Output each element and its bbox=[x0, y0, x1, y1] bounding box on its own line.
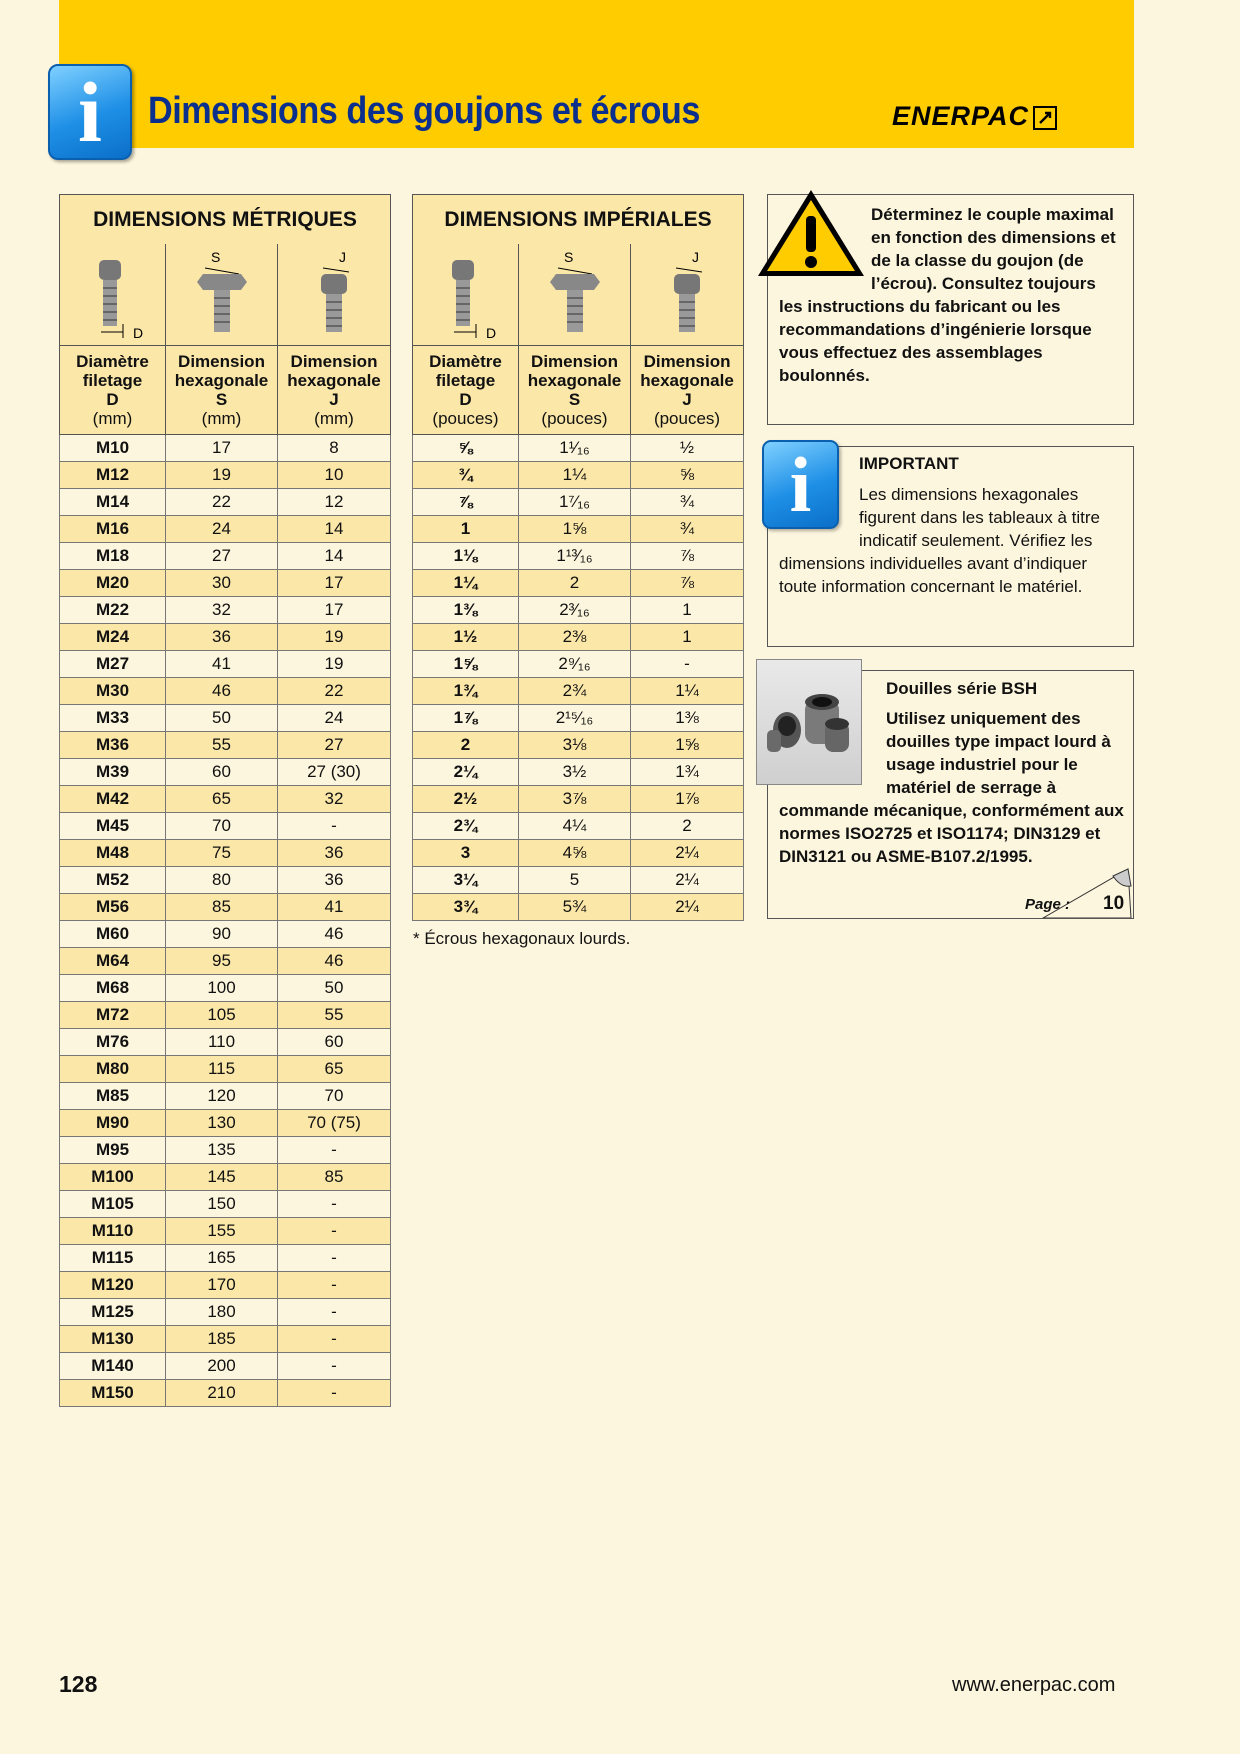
table-cell: - bbox=[278, 1245, 391, 1272]
table-cell: 3⅛ bbox=[519, 732, 631, 759]
table-cell: M60 bbox=[60, 921, 166, 948]
hex-s-diagram bbox=[519, 244, 631, 346]
table-cell: 46 bbox=[166, 678, 278, 705]
table-row bbox=[60, 1218, 391, 1245]
table-cell: M68 bbox=[60, 975, 166, 1002]
table-row bbox=[413, 867, 744, 894]
table-row bbox=[413, 705, 744, 732]
table-cell: M33 bbox=[60, 705, 166, 732]
table-cell: 130 bbox=[166, 1110, 278, 1137]
table-row bbox=[60, 759, 391, 786]
table-cell: 2¾ bbox=[413, 813, 519, 840]
table-cell: 2 bbox=[631, 813, 744, 840]
table-cell: 105 bbox=[166, 1002, 278, 1029]
important-text: Les dimensions hexagonales figurent dans les tableaux à titre indicatif seulement. Vérifiez les dimensions individuelles avant d’indiquer toute information concernant le matériel. bbox=[779, 485, 1100, 596]
table-cell: 85 bbox=[166, 894, 278, 921]
table-cell: M95 bbox=[60, 1137, 166, 1164]
table-cell: 2¹⁵⁄₁₆ bbox=[519, 705, 631, 732]
table-row bbox=[413, 489, 744, 516]
table-cell: 185 bbox=[166, 1326, 278, 1353]
table-row bbox=[60, 543, 391, 570]
table-row bbox=[60, 867, 391, 894]
table-cell: M76 bbox=[60, 1029, 166, 1056]
table-cell: ⅞ bbox=[631, 543, 744, 570]
table-row bbox=[60, 1137, 391, 1164]
table-row bbox=[413, 597, 744, 624]
table-cell: 3½ bbox=[519, 759, 631, 786]
warning-text: Déterminez le couple maximal en fonction des dimensions et de la classe du goujon (de l’écrou). Consultez toujours les instructions du fabricant ou les recommandations d’ingénierie lorsque vous effectuez des assemblages boulonnés. bbox=[779, 205, 1116, 385]
hex-j-diagram bbox=[278, 244, 391, 346]
table-cell: 70 bbox=[278, 1083, 391, 1110]
table-row bbox=[60, 570, 391, 597]
table-row bbox=[60, 1191, 391, 1218]
table-cell: 70 bbox=[166, 813, 278, 840]
column-header: Dimension hexagonale J (pouces) bbox=[631, 346, 744, 435]
table-cell: 155 bbox=[166, 1218, 278, 1245]
svg-text:S: S bbox=[563, 249, 573, 265]
table-cell: M30 bbox=[60, 678, 166, 705]
page-number: 128 bbox=[59, 1671, 98, 1697]
table-cell: 170 bbox=[166, 1272, 278, 1299]
table-cell: M130 bbox=[60, 1326, 166, 1353]
table-row bbox=[60, 462, 391, 489]
table-cell: ⅝ bbox=[631, 462, 744, 489]
table-cell: 75 bbox=[166, 840, 278, 867]
bsh-text: Utilisez uniquement des douilles type impact lourd à usage industriel pour le matériel de serrage à commande mécanique, conformément aux normes ISO2725 et ISO1174; DIN3129 et DIN3121 ou ASME-B107.2/1995. bbox=[779, 709, 1124, 866]
table-cell: M56 bbox=[60, 894, 166, 921]
table-cell: 1¹⁄₁₆ bbox=[519, 435, 631, 462]
table-cell: 65 bbox=[166, 786, 278, 813]
table-cell: M22 bbox=[60, 597, 166, 624]
table-cell: M24 bbox=[60, 624, 166, 651]
table-cell: M72 bbox=[60, 1002, 166, 1029]
page-title: Dimensions des goujons et écrous bbox=[148, 90, 700, 132]
table-cell: 2½ bbox=[413, 786, 519, 813]
table-cell: 1⁷⁄₁₆ bbox=[519, 489, 631, 516]
table-cell: M42 bbox=[60, 786, 166, 813]
table-cell: ¾ bbox=[631, 489, 744, 516]
table-cell: 150 bbox=[166, 1191, 278, 1218]
table-cell: 1⅞ bbox=[631, 786, 744, 813]
imperial-table-caption: DIMENSIONS IMPÉRIALES bbox=[413, 195, 744, 245]
table-cell: 36 bbox=[166, 624, 278, 651]
table-cell: 2¼ bbox=[631, 867, 744, 894]
bsh-sockets-box bbox=[767, 670, 1134, 919]
table-cell: 4⅝ bbox=[519, 840, 631, 867]
table-cell: 17 bbox=[278, 570, 391, 597]
table-cell: M140 bbox=[60, 1353, 166, 1380]
table-cell: 12 bbox=[278, 489, 391, 516]
table-cell: 3⅞ bbox=[519, 786, 631, 813]
table-row bbox=[413, 462, 744, 489]
table-cell: - bbox=[278, 1137, 391, 1164]
page-ref-label: Page : bbox=[1025, 896, 1071, 913]
table-cell: - bbox=[278, 1380, 391, 1407]
table-row bbox=[60, 1110, 391, 1137]
table-cell: 32 bbox=[166, 597, 278, 624]
table-cell: - bbox=[278, 1272, 391, 1299]
table-cell: 22 bbox=[166, 489, 278, 516]
table-cell: 1¾ bbox=[413, 678, 519, 705]
table-cell: 8 bbox=[278, 435, 391, 462]
table-cell: 100 bbox=[166, 975, 278, 1002]
table-cell: 46 bbox=[278, 921, 391, 948]
column-header: Diamètre filetage D (pouces) bbox=[413, 346, 519, 435]
metric-table-caption: DIMENSIONS MÉTRIQUES bbox=[60, 195, 391, 245]
table-cell: M12 bbox=[60, 462, 166, 489]
table-cell: 1¼ bbox=[631, 678, 744, 705]
bsh-sockets-photo bbox=[756, 659, 862, 785]
table-row bbox=[60, 1353, 391, 1380]
table-cell: 3 bbox=[413, 840, 519, 867]
table-cell: 2¼ bbox=[631, 840, 744, 867]
table-cell: M39 bbox=[60, 759, 166, 786]
table-row bbox=[60, 651, 391, 678]
table-cell: 2¾ bbox=[519, 678, 631, 705]
table-cell: 27 bbox=[278, 732, 391, 759]
table-row bbox=[60, 732, 391, 759]
table-cell: 210 bbox=[166, 1380, 278, 1407]
table-row bbox=[60, 624, 391, 651]
table-cell: 5 bbox=[519, 867, 631, 894]
table-cell: 3¼ bbox=[413, 867, 519, 894]
table-cell: 80 bbox=[166, 867, 278, 894]
table-cell: 19 bbox=[278, 651, 391, 678]
table-row bbox=[60, 1029, 391, 1056]
table-cell: 14 bbox=[278, 516, 391, 543]
info-icon: i bbox=[762, 440, 839, 529]
table-cell: 90 bbox=[166, 921, 278, 948]
info-icon: i bbox=[48, 64, 132, 160]
table-cell: 3¾ bbox=[413, 894, 519, 921]
table-cell: 36 bbox=[278, 867, 391, 894]
table-cell: ¾ bbox=[631, 516, 744, 543]
bolt-symbol-icon bbox=[1033, 106, 1057, 130]
table-row bbox=[60, 1002, 391, 1029]
stud-diameter-diagram bbox=[60, 244, 166, 346]
table-row bbox=[60, 1056, 391, 1083]
table-cell: 1 bbox=[413, 516, 519, 543]
logo-wordmark: ENERPAC bbox=[892, 101, 1030, 131]
table-cell: M27 bbox=[60, 651, 166, 678]
table-cell: M85 bbox=[60, 1083, 166, 1110]
table-cell: 2 bbox=[519, 570, 631, 597]
table-cell: M45 bbox=[60, 813, 166, 840]
table-cell: M110 bbox=[60, 1218, 166, 1245]
table-row bbox=[413, 624, 744, 651]
table-cell: 19 bbox=[278, 624, 391, 651]
table-cell: 1¾ bbox=[631, 759, 744, 786]
table-cell: 17 bbox=[166, 435, 278, 462]
table-cell: 24 bbox=[166, 516, 278, 543]
table-cell: 1½ bbox=[413, 624, 519, 651]
table-cell: 27 bbox=[166, 543, 278, 570]
table-cell: M16 bbox=[60, 516, 166, 543]
table-cell: - bbox=[278, 1326, 391, 1353]
page-ref-link[interactable]: 10 bbox=[1103, 893, 1125, 914]
table-cell: 24 bbox=[278, 705, 391, 732]
table-row bbox=[60, 1299, 391, 1326]
table-cell: 180 bbox=[166, 1299, 278, 1326]
table-cell: 1⅝ bbox=[519, 516, 631, 543]
table-cell: M150 bbox=[60, 1380, 166, 1407]
column-header: Dimension hexagonale J (mm) bbox=[278, 346, 391, 435]
table-cell: 36 bbox=[278, 840, 391, 867]
table-cell: 165 bbox=[166, 1245, 278, 1272]
table-row bbox=[413, 543, 744, 570]
metric-dimensions-table bbox=[59, 194, 391, 1407]
hex-s-diagram bbox=[166, 244, 278, 346]
table-cell: 1 bbox=[631, 597, 744, 624]
table-row bbox=[413, 759, 744, 786]
table-row bbox=[60, 1083, 391, 1110]
table-footnote: * Écrous hexagonaux lourds. bbox=[413, 929, 631, 948]
table-cell: 50 bbox=[278, 975, 391, 1002]
table-cell: M36 bbox=[60, 732, 166, 759]
table-row bbox=[60, 894, 391, 921]
table-cell: M115 bbox=[60, 1245, 166, 1272]
table-cell: 120 bbox=[166, 1083, 278, 1110]
table-cell: - bbox=[278, 1353, 391, 1380]
table-cell: 30 bbox=[166, 570, 278, 597]
table-cell: 32 bbox=[278, 786, 391, 813]
table-cell: ½ bbox=[631, 435, 744, 462]
table-row bbox=[413, 732, 744, 759]
table-row bbox=[60, 1164, 391, 1191]
imperial-dimensions-table bbox=[412, 194, 744, 921]
table-row bbox=[413, 516, 744, 543]
table-cell: 2¼ bbox=[631, 894, 744, 921]
column-header: Diamètre filetage D (mm) bbox=[60, 346, 166, 435]
stud-diameter-diagram bbox=[413, 244, 519, 346]
table-cell: 1⅝ bbox=[413, 651, 519, 678]
table-cell: 22 bbox=[278, 678, 391, 705]
table-cell: M80 bbox=[60, 1056, 166, 1083]
table-cell: M10 bbox=[60, 435, 166, 462]
table-cell: 2 bbox=[413, 732, 519, 759]
table-cell: 1⅜ bbox=[413, 597, 519, 624]
table-cell: 2⁹⁄₁₆ bbox=[519, 651, 631, 678]
table-cell: ⅞ bbox=[631, 570, 744, 597]
table-cell: 19 bbox=[166, 462, 278, 489]
table-cell: M48 bbox=[60, 840, 166, 867]
table-cell: 55 bbox=[278, 1002, 391, 1029]
table-row bbox=[60, 597, 391, 624]
bsh-heading: Douilles série BSH bbox=[886, 679, 1038, 698]
table-row bbox=[413, 813, 744, 840]
table-cell: - bbox=[278, 1299, 391, 1326]
table-cell: M90 bbox=[60, 1110, 166, 1137]
table-cell: M100 bbox=[60, 1164, 166, 1191]
table-cell: 1⅜ bbox=[631, 705, 744, 732]
svg-text:J: J bbox=[339, 249, 346, 265]
table-cell: 10 bbox=[278, 462, 391, 489]
table-cell: ¾ bbox=[413, 462, 519, 489]
table-cell: M52 bbox=[60, 867, 166, 894]
table-row bbox=[413, 651, 744, 678]
table-cell: ⅝ bbox=[413, 435, 519, 462]
hex-j-diagram bbox=[631, 244, 744, 346]
table-cell: 1⅝ bbox=[631, 732, 744, 759]
svg-text:J: J bbox=[692, 249, 700, 265]
table-cell: 41 bbox=[166, 651, 278, 678]
important-heading: IMPORTANT bbox=[859, 454, 959, 473]
table-cell: 17 bbox=[278, 597, 391, 624]
table-row bbox=[60, 1245, 391, 1272]
table-cell: 95 bbox=[166, 948, 278, 975]
table-row bbox=[60, 516, 391, 543]
table-cell: 1¹³⁄₁₆ bbox=[519, 543, 631, 570]
table-cell: ⅞ bbox=[413, 489, 519, 516]
column-header: Dimension hexagonale S (mm) bbox=[166, 346, 278, 435]
table-row bbox=[60, 840, 391, 867]
table-cell: M125 bbox=[60, 1299, 166, 1326]
table-row bbox=[413, 435, 744, 462]
table-cell: 85 bbox=[278, 1164, 391, 1191]
table-row bbox=[60, 1326, 391, 1353]
table-cell: 110 bbox=[166, 1029, 278, 1056]
table-row bbox=[60, 975, 391, 1002]
table-cell: - bbox=[278, 813, 391, 840]
svg-text:D: D bbox=[485, 325, 496, 340]
table-row bbox=[413, 894, 744, 921]
svg-text:S: S bbox=[210, 249, 220, 265]
table-cell: 55 bbox=[166, 732, 278, 759]
table-row bbox=[413, 570, 744, 597]
table-row bbox=[60, 813, 391, 840]
table-cell: - bbox=[631, 651, 744, 678]
table-row bbox=[60, 1272, 391, 1299]
table-cell: M105 bbox=[60, 1191, 166, 1218]
table-row bbox=[413, 840, 744, 867]
table-cell: 2¼ bbox=[413, 759, 519, 786]
table-cell: 5¾ bbox=[519, 894, 631, 921]
table-row bbox=[60, 948, 391, 975]
table-cell: 1¼ bbox=[519, 462, 631, 489]
table-cell: M120 bbox=[60, 1272, 166, 1299]
table-cell: 60 bbox=[278, 1029, 391, 1056]
table-cell: 50 bbox=[166, 705, 278, 732]
table-cell: 27 (30) bbox=[278, 759, 391, 786]
table-cell: 200 bbox=[166, 1353, 278, 1380]
table-cell: 4¼ bbox=[519, 813, 631, 840]
table-cell: M20 bbox=[60, 570, 166, 597]
table-cell: 1⅛ bbox=[413, 543, 519, 570]
table-cell: 1⅞ bbox=[413, 705, 519, 732]
table-cell: 2³⁄₁₆ bbox=[519, 597, 631, 624]
table-row bbox=[60, 786, 391, 813]
table-cell: 60 bbox=[166, 759, 278, 786]
table-row bbox=[60, 921, 391, 948]
table-cell: 115 bbox=[166, 1056, 278, 1083]
table-cell: 2⅜ bbox=[519, 624, 631, 651]
table-cell: 1¼ bbox=[413, 570, 519, 597]
warning-triangle-icon bbox=[754, 186, 868, 281]
table-cell: 135 bbox=[166, 1137, 278, 1164]
table-row bbox=[60, 1380, 391, 1407]
table-cell: M18 bbox=[60, 543, 166, 570]
table-cell: 41 bbox=[278, 894, 391, 921]
table-cell: 14 bbox=[278, 543, 391, 570]
table-row bbox=[60, 705, 391, 732]
table-cell: 70 (75) bbox=[278, 1110, 391, 1137]
table-row bbox=[60, 489, 391, 516]
table-cell: 1 bbox=[631, 624, 744, 651]
table-row bbox=[413, 678, 744, 705]
table-cell: 65 bbox=[278, 1056, 391, 1083]
table-cell: 145 bbox=[166, 1164, 278, 1191]
enerpac-logo bbox=[892, 101, 1057, 131]
table-cell: - bbox=[278, 1218, 391, 1245]
table-row bbox=[60, 435, 391, 462]
table-row bbox=[60, 678, 391, 705]
label-d: D bbox=[132, 325, 143, 340]
table-cell: - bbox=[278, 1191, 391, 1218]
table-cell: M64 bbox=[60, 948, 166, 975]
column-header: Dimension hexagonale S (pouces) bbox=[519, 346, 631, 435]
table-cell: 46 bbox=[278, 948, 391, 975]
table-cell: M14 bbox=[60, 489, 166, 516]
table-row bbox=[413, 786, 744, 813]
website-link[interactable]: www.enerpac.com bbox=[952, 1674, 1116, 1696]
